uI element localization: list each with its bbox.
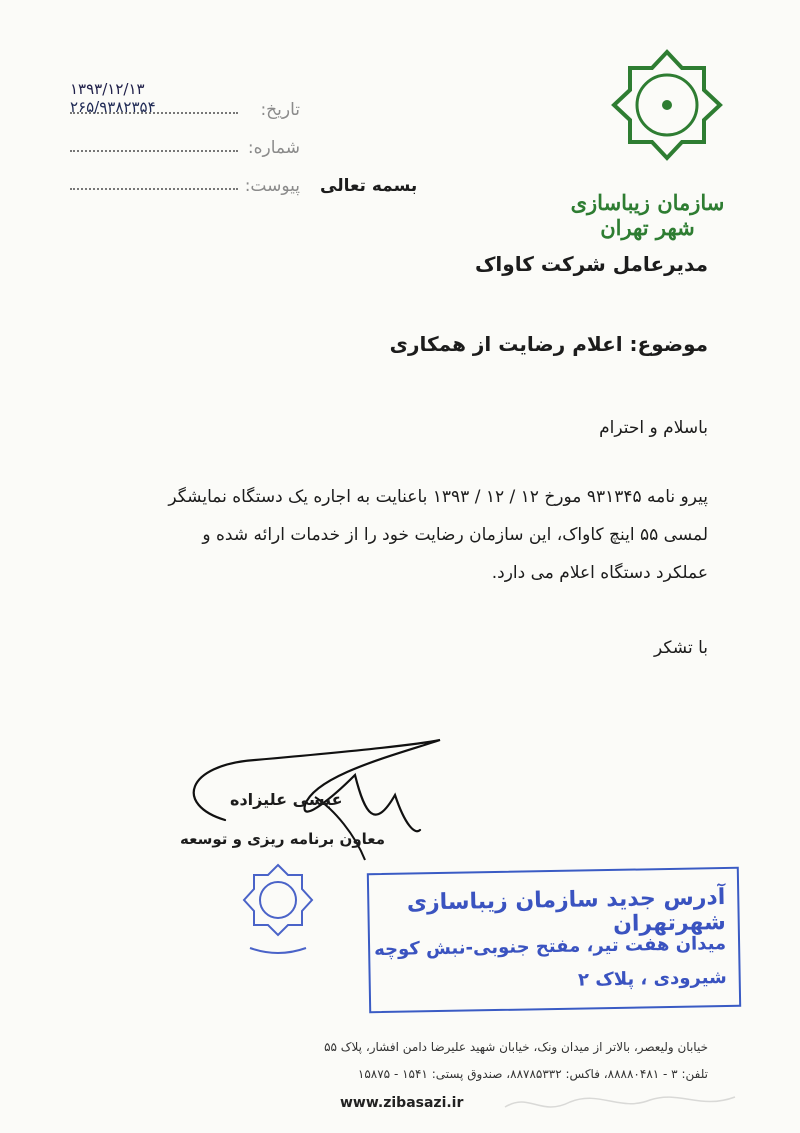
organization-seal-icon xyxy=(238,860,318,960)
footer-website-link[interactable]: www.zibasazi.ir xyxy=(340,1095,464,1111)
number-label: شماره: xyxy=(247,138,300,158)
closing: با تشکر xyxy=(654,638,708,658)
date-label: تاریخ: xyxy=(260,100,300,120)
stamp-line-3: شیرودی ، پلاک ۲ xyxy=(577,966,727,991)
greeting: باسلام و احترام xyxy=(599,418,708,438)
number-handwritten-value: ۲۶۵/۹۳۸۲۳۵۴ xyxy=(70,98,156,116)
signer-name: عیسی علیزاده xyxy=(230,790,343,809)
faint-background-scribble xyxy=(500,1082,740,1122)
signer-title: معاون برنامه ریزی و توسعه xyxy=(180,830,386,848)
letter-body: پیرو نامه ۹۳۱۳۴۵ مورخ ۱۲ / ۱۲ / ۱۳۹۳ باعنایت به اجاره یک دستگاه نمایشگر لمسی ۵۵ اینچ کاواک، این سازمان رضایت خود را از خدمات ارائه شده و عملکرد دستگاه اعلام می دارد. xyxy=(168,487,708,583)
organization-name: سازمان زیباسازی شهر تهران xyxy=(570,190,725,240)
subject-line: موضوع: اعلام رضایت از همکاری xyxy=(389,332,708,356)
address-stamp xyxy=(367,867,741,1013)
footer-contact: تلفن: ۳ - ۸۸۸۸۰۴۸۱، فاکس: ۸۸۷۸۵۳۳۲، صندوق پستی: ۱۵۴۱ - ۱۵۸۷۵ xyxy=(357,1067,708,1081)
attachment-dots xyxy=(70,188,238,190)
attachment-label: پیوست: xyxy=(244,176,300,196)
addressee: مدیرعامل شرکت کاواک xyxy=(474,252,708,276)
date-handwritten-value: ۱۳۹۳/۱۲/۱۳ xyxy=(70,80,145,98)
number-dots xyxy=(70,150,238,152)
footer-address: خیابان ولیعصر، بالاتر از میدان ونک، خیابان شهید علیرضا دامن افشار، پلاک ۵۵ xyxy=(324,1040,708,1054)
number-row xyxy=(70,138,300,164)
logo-emblem-icon xyxy=(560,40,735,190)
stamp-line-2: میدان هفت تیر، مفتح جنوبی-نبش کوچه xyxy=(373,932,727,961)
attachment-row xyxy=(70,176,300,202)
date-row xyxy=(70,100,300,126)
organization-logo xyxy=(560,40,735,240)
stamp-line-1: آدرس جدید سازمان زیباسازی شهرتهران xyxy=(406,885,726,937)
bismillah-heading: بسمه تعالی xyxy=(320,176,418,196)
